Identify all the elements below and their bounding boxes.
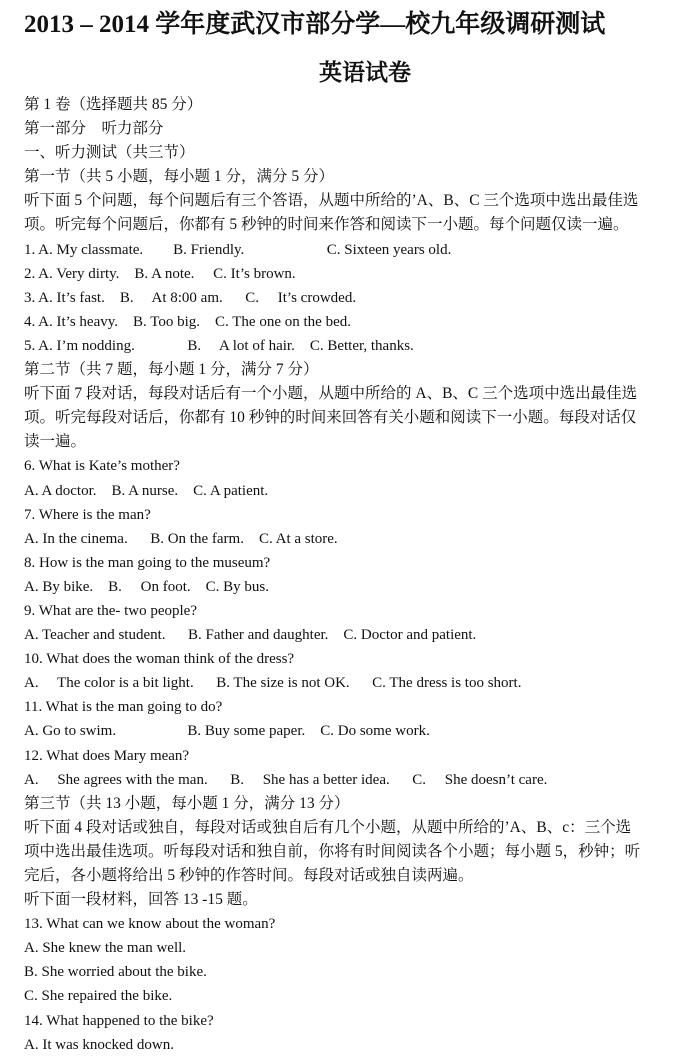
- question-13-option-a: A. She knew the man well.: [24, 940, 187, 957]
- question-11-options: A. Go to swim. B. Buy some paper. C. Do some work.: [24, 723, 430, 740]
- question-13-option-c: C. She repaired the bike.: [24, 988, 173, 1005]
- instructions-1-line-1: 听下面 5 个问题，每个问题后有三个答语，从题中所给的’A、B、C 三个选项中选出最佳选: [24, 192, 639, 210]
- question-14-option-a: A. It was knocked down.: [24, 1036, 174, 1053]
- question-5: 5. A. I’m nodding. B. A lot of hair. C. Better, thanks.: [24, 337, 414, 354]
- subsection-2-heading: 第二节（共 7 题，每小题 1 分，满分 7 分）: [24, 361, 319, 379]
- question-10: 10. What does the woman think of the dress?: [24, 651, 295, 668]
- section-heading: 一、听力测试（共三节）: [24, 144, 195, 162]
- instructions-3-line-3: 完后，各小题将给出 5 秒钟的作答时间。每段对话或独自读两遍。: [24, 867, 474, 884]
- instructions-3-line-2: 项中选出最佳选项。听每段对话和独自前，你将有时间阅读各个小题；每小题 5，秒钟；听: [24, 842, 641, 860]
- instructions-1-line-2: 项。听完每个问题后，你都有 5 秒钟的时间来作答和阅读下一小题。每个问题仅读一遍。: [24, 216, 629, 234]
- question-8: 8. How is the man going to the museum?: [24, 554, 271, 571]
- question-12-options: A. She agrees with the man. B. She has a better idea. C. She doesn’t care.: [24, 771, 548, 788]
- question-10-options: A. The color is a bit light. B. The size is not OK. C. The dress is too short.: [24, 675, 522, 692]
- question-7-options: A. In the cinema. B. On the farm. C. At a store.: [24, 530, 338, 547]
- document-subtitle: 英语试卷: [319, 60, 411, 85]
- instructions-2-line-2: 项。听完每段对话后，你都有 10 秒钟的时间来回答有关小题和阅读下一小题。每段对话仅: [24, 409, 637, 427]
- volume-heading: 第 1 卷（选择题共 85 分）: [24, 96, 203, 113]
- question-8-options: A. By bike. B. On foot. C. By bus.: [24, 578, 270, 595]
- question-1: 1. A. My classmate. B. Friendly. C. Sixteen years old.: [24, 241, 452, 258]
- question-4: 4. A. It’s heavy. B. Too big. C. The one on the bed.: [24, 313, 351, 330]
- question-9-options: A. Teacher and student. B. Father and daughter. C. Doctor and patient.: [24, 627, 477, 644]
- question-6-options: A. A doctor. B. A nurse. C. A patient.: [24, 482, 269, 499]
- question-6: 6. What is Kate’s mother?: [24, 458, 180, 475]
- material-instruction: 听下面一段材料，回答 13 -15 题。: [24, 891, 258, 909]
- instructions-3-line-1: 听下面 4 段对话或独自，每段对话或独自后有几个小题，从题中所给的’A、B、c：三个选: [24, 818, 632, 836]
- question-2: 2. A. Very dirty. B. A note. C. It’s brown.: [24, 265, 296, 282]
- question-11: 11. What is the man going to do?: [24, 699, 223, 716]
- question-13: 13. What can we know about the woman?: [24, 916, 276, 933]
- question-3: 3. A. It’s fast. B. At 8:00 am. C. It’s crowded.: [24, 289, 357, 306]
- question-13-option-b: B. She worried about the bike.: [24, 964, 207, 981]
- instructions-2-line-3: 读一遍。: [24, 433, 87, 451]
- question-14: 14. What happened to the bike?: [24, 1012, 214, 1029]
- document-body: [24, 93, 674, 1057]
- question-9: 9. What are the- two people?: [24, 602, 197, 619]
- instructions-2-line-1: 听下面 7 段对话，每段对话后有一个小题，从题中所给的 A、B、C 三个选项中选出最佳选: [24, 385, 638, 403]
- subsection-1-heading: 第一节（共 5 小题，每小题 1 分，满分 5 分）: [24, 168, 335, 186]
- question-12: 12. What does Mary mean?: [24, 747, 190, 764]
- question-7: 7. Where is the man?: [24, 506, 151, 523]
- part-heading: 第一部分 听力部分: [24, 120, 164, 138]
- document-title: 2013 – 2014 学年度武汉市部分学—校九年级调研测试: [24, 11, 606, 38]
- subsection-3-heading: 第三节（共 13 小题，每小题 1 分，满分 13 分）: [24, 794, 350, 812]
